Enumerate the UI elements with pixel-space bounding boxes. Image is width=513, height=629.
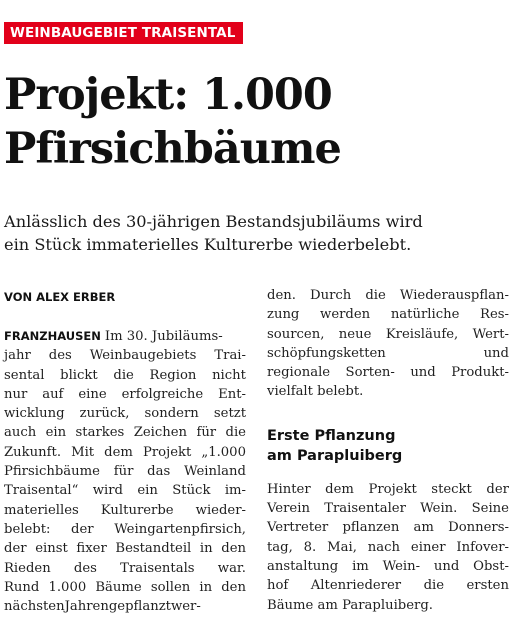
word: blickt: [60, 367, 98, 383]
word: neue: [338, 326, 372, 342]
text-line: [4, 404, 246, 423]
word: die: [365, 288, 386, 303]
text-line: [267, 286, 509, 305]
word: Rund: [4, 579, 40, 595]
word: wird: [92, 483, 123, 499]
word: natürliche: [390, 307, 460, 323]
text-line: [267, 538, 509, 557]
word: „1.000: [201, 444, 246, 460]
body-text-right-top: [267, 286, 509, 402]
word: Verein: [267, 501, 310, 517]
text-line: [4, 559, 246, 578]
word: war.: [217, 560, 246, 576]
word: ein: [45, 425, 67, 441]
word: einst: [35, 541, 68, 557]
word: die: [113, 367, 134, 383]
subheading-line-2: am Parapluiberg: [267, 447, 403, 464]
text-line: [4, 462, 246, 481]
word: Trai-: [214, 348, 246, 364]
word: Ent-: [218, 386, 246, 402]
word: und: [410, 365, 436, 381]
word: starkes: [75, 425, 125, 441]
word: sourcen,: [267, 326, 325, 342]
word: der: [71, 521, 94, 537]
word: dem: [325, 481, 354, 497]
word: erfolgreiche: [121, 386, 204, 402]
word: für: [113, 464, 134, 480]
word: Kulturerbe: [100, 502, 174, 518]
word: des: [73, 560, 97, 576]
headline-line-1: Projekt: 1.000: [4, 70, 332, 120]
word: im-: [224, 483, 246, 499]
word: der: [4, 541, 27, 557]
word: wer-: [170, 599, 201, 615]
word: hof: [267, 578, 289, 594]
word: anstaltung: [267, 558, 339, 574]
word: Weingartenpfirsich,: [114, 521, 246, 537]
word: Bäume: [95, 579, 142, 595]
word: Bäume am Parapluiberg.: [267, 597, 433, 613]
text-line: [267, 518, 509, 537]
word: Jahren: [64, 599, 109, 615]
text-line: [267, 344, 509, 363]
text-line: [267, 480, 509, 499]
word: Donners-: [448, 520, 509, 536]
text-line: [267, 499, 509, 518]
text-line: [4, 520, 246, 539]
body-column-left: [4, 288, 246, 616]
word: und: [483, 345, 509, 361]
word: 8.: [303, 539, 317, 555]
word: Hinter: [267, 481, 311, 497]
word: ersten: [466, 578, 509, 594]
word: wieder-: [195, 502, 246, 518]
word: Region: [149, 367, 197, 383]
word: fixer: [76, 541, 107, 557]
body-column-right: [267, 286, 509, 615]
text-line: [4, 385, 246, 404]
lede-line-1: Anlässlich des 30-jährigen Bestandsjubiläums wird: [4, 212, 423, 231]
text-line: [267, 557, 509, 576]
word: setzt: [213, 406, 246, 422]
word: Wein.: [420, 501, 458, 517]
text-line: [4, 327, 246, 346]
text-line: [4, 346, 246, 365]
text-line: [267, 382, 509, 401]
word: Mit: [71, 444, 95, 460]
word: ein: [137, 483, 158, 499]
word: sondern: [144, 406, 199, 422]
text-line: [267, 325, 509, 344]
word: steckt: [431, 481, 472, 497]
text-line: [267, 363, 509, 382]
word: für: [196, 425, 217, 441]
word: Rieden: [4, 560, 51, 576]
lede-line-2: ein Stück immaterielles Kulturerbe wiederbelebt.: [4, 235, 412, 254]
word: 1.000: [48, 579, 87, 595]
word: im: [352, 558, 369, 574]
body-text-left: [4, 327, 246, 616]
word: den.: [267, 288, 296, 303]
text-line: [4, 366, 246, 385]
word: Obst-: [473, 558, 509, 574]
body-text-right-bottom: [267, 480, 509, 615]
word: wicklung: [4, 406, 65, 422]
word: Bestandteil: [115, 541, 192, 557]
word: den: [221, 579, 246, 595]
lede: [4, 210, 509, 256]
word: jahr: [4, 348, 31, 364]
section-kicker: WEINBAUGEBIET TRAISENTAL: [4, 22, 243, 44]
word: Stück: [172, 483, 211, 499]
word: zurück,: [79, 406, 130, 422]
word: Weinland: [183, 464, 246, 480]
word: tag,: [267, 539, 293, 555]
word: einer: [410, 539, 446, 555]
word: Im 30. Jubiläums-: [104, 329, 223, 344]
word: Altenriederer: [310, 578, 402, 594]
text-line: [267, 305, 509, 324]
word: belebt:: [4, 521, 51, 537]
text-line: [4, 597, 246, 616]
text-line: [4, 423, 246, 442]
word: auch: [4, 425, 37, 441]
text-line: [4, 481, 246, 500]
word: Traisentals: [120, 560, 195, 576]
word: die: [423, 578, 445, 594]
word: Mai,: [327, 539, 357, 555]
word: Projekt: [143, 444, 192, 460]
word: nicht: [212, 367, 246, 383]
byline: VON ALEX ERBER: [4, 290, 116, 304]
word: Kreisläufe,: [385, 326, 459, 342]
word: Wein-: [382, 558, 421, 574]
word: Infover-: [456, 539, 509, 555]
word: regionale: [267, 365, 331, 381]
word: nächsten: [4, 599, 65, 615]
text-line: [4, 501, 246, 520]
word: Res-: [480, 307, 509, 323]
word: pflanzen: [342, 520, 400, 536]
word: des: [48, 348, 72, 364]
word: Zukunft.: [4, 444, 62, 460]
word: auf: [42, 386, 64, 402]
word: dem: [104, 444, 133, 460]
text-line: [4, 443, 246, 462]
word: vielfalt belebt.: [267, 384, 364, 400]
subheading-line-1: Erste Pflanzung: [267, 427, 396, 444]
headline-line-2: Pfirsichbäume: [4, 124, 341, 174]
word: in: [199, 579, 213, 595]
word: Produkt-: [451, 365, 509, 381]
word: den: [221, 541, 246, 557]
text-line: [267, 596, 509, 615]
word: schöpfungsketten: [267, 345, 386, 361]
word: der: [486, 481, 509, 497]
word: nach: [367, 539, 401, 555]
word: Sorten-: [345, 365, 395, 381]
word: sental: [4, 367, 45, 383]
text-line: [4, 539, 246, 558]
word: das: [147, 464, 171, 480]
word: Weinbaugebiets: [89, 348, 197, 364]
word: Durch: [310, 288, 352, 303]
headline: [4, 68, 509, 176]
word: werden: [320, 307, 371, 323]
word: sollen: [150, 579, 191, 595]
word: eine: [78, 386, 107, 402]
word: Traisental“: [4, 483, 79, 499]
word: Wiederauspflan-: [399, 288, 509, 303]
word: nur: [4, 386, 28, 402]
text-line: [267, 576, 509, 595]
word: die: [225, 425, 246, 441]
subheading: [267, 426, 509, 466]
word: gepflanzt: [108, 599, 171, 615]
word: zung: [267, 307, 300, 323]
word: Zeichen: [133, 425, 188, 441]
word: Projekt: [368, 481, 417, 497]
word: Pfirsichbäume: [4, 464, 100, 480]
dateline: FRANZHAUSEN: [4, 329, 101, 343]
word: in: [199, 541, 213, 557]
text-line: [4, 578, 246, 597]
word: Traisentaler: [324, 501, 406, 517]
word: Wert-: [472, 326, 509, 342]
word: am: [413, 520, 434, 536]
word: materielles: [4, 502, 79, 518]
word: Vertreter: [267, 520, 329, 536]
word: Seine: [471, 501, 509, 517]
word: und: [433, 558, 460, 574]
